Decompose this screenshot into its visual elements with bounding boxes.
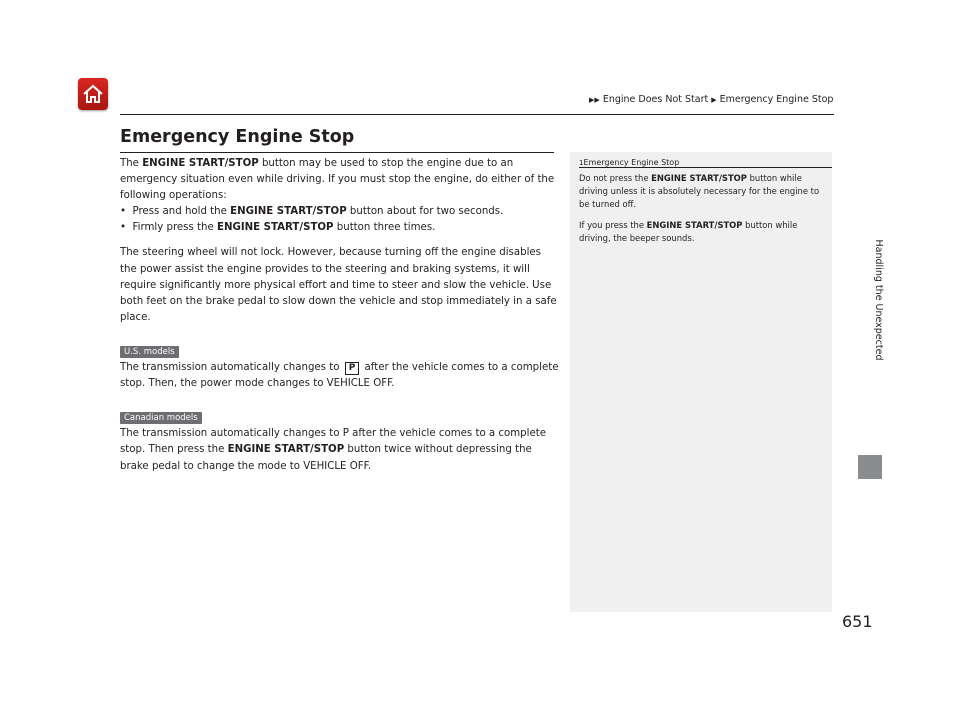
list-item: • Press and hold the ENGINE START/STOP button about for two seconds. <box>120 206 504 218</box>
page-number: 651 <box>842 612 873 631</box>
canada-paragraph: The transmission automatically changes to P after the vehicle comes to a complete stop. Then press the ENGINE START/STOP button twice without depressing the brake pedal to change the mode to VEHICLE OFF. <box>120 428 546 472</box>
breadcrumb <box>589 94 833 105</box>
chapter-tab-label[interactable]: Handling the Unexpected <box>873 239 884 361</box>
home-icon <box>81 82 105 106</box>
park-key-icon: P <box>345 362 360 375</box>
steering-paragraph: The steering wheel will not lock. However, because turning off the engine disables the power assist the engine provides to the steering and braking systems, it will require significantly more physical effort and time to steer and slow the vehicle. Use both feet on the brake pedal to slow down the vehicle and stop immediately in a safe place. <box>120 247 557 323</box>
list-item: • Firmly press the ENGINE START/STOP button three times. <box>120 222 436 234</box>
canadian-models-badge: Canadian models <box>120 412 202 424</box>
sidebar-text <box>579 172 825 245</box>
triangle-right-icon: ▶▶ <box>589 96 600 104</box>
chapter-tab-marker <box>858 455 882 479</box>
intro-paragraph: The ENGINE START/STOP button may be used to stop the engine due to an emergency situation even while driving. If you must stop the engine, do either of the following operations: <box>120 158 555 202</box>
header-divider <box>120 114 834 115</box>
sidebar-heading: 1Emergency Engine Stop <box>579 158 680 167</box>
breadcrumb-item[interactable]: Engine Does Not Start <box>602 94 709 105</box>
sidebar-paragraph: Do not press the ENGINE START/STOP button while driving unless it is absolutely necessary for the engine to be turned off. <box>579 173 820 210</box>
sidebar-paragraph: If you press the ENGINE START/STOP button while driving, the beeper sounds. <box>579 219 798 243</box>
title-divider <box>120 152 554 153</box>
triangle-right-icon: ▶ <box>711 96 717 104</box>
reference-mark-icon: 1 <box>579 159 584 167</box>
breadcrumb-item[interactable]: Emergency Engine Stop <box>719 94 834 105</box>
sidebar-divider <box>579 167 832 168</box>
home-button[interactable] <box>78 78 108 110</box>
main-content <box>120 156 560 475</box>
section-title: Emergency Engine Stop <box>120 127 355 147</box>
us-models-badge: U.S. models <box>120 346 179 358</box>
us-paragraph: The transmission automatically changes to P after the vehicle comes to a complete stop. Then, the power mode changes to VEHICLE OFF. <box>120 362 559 390</box>
